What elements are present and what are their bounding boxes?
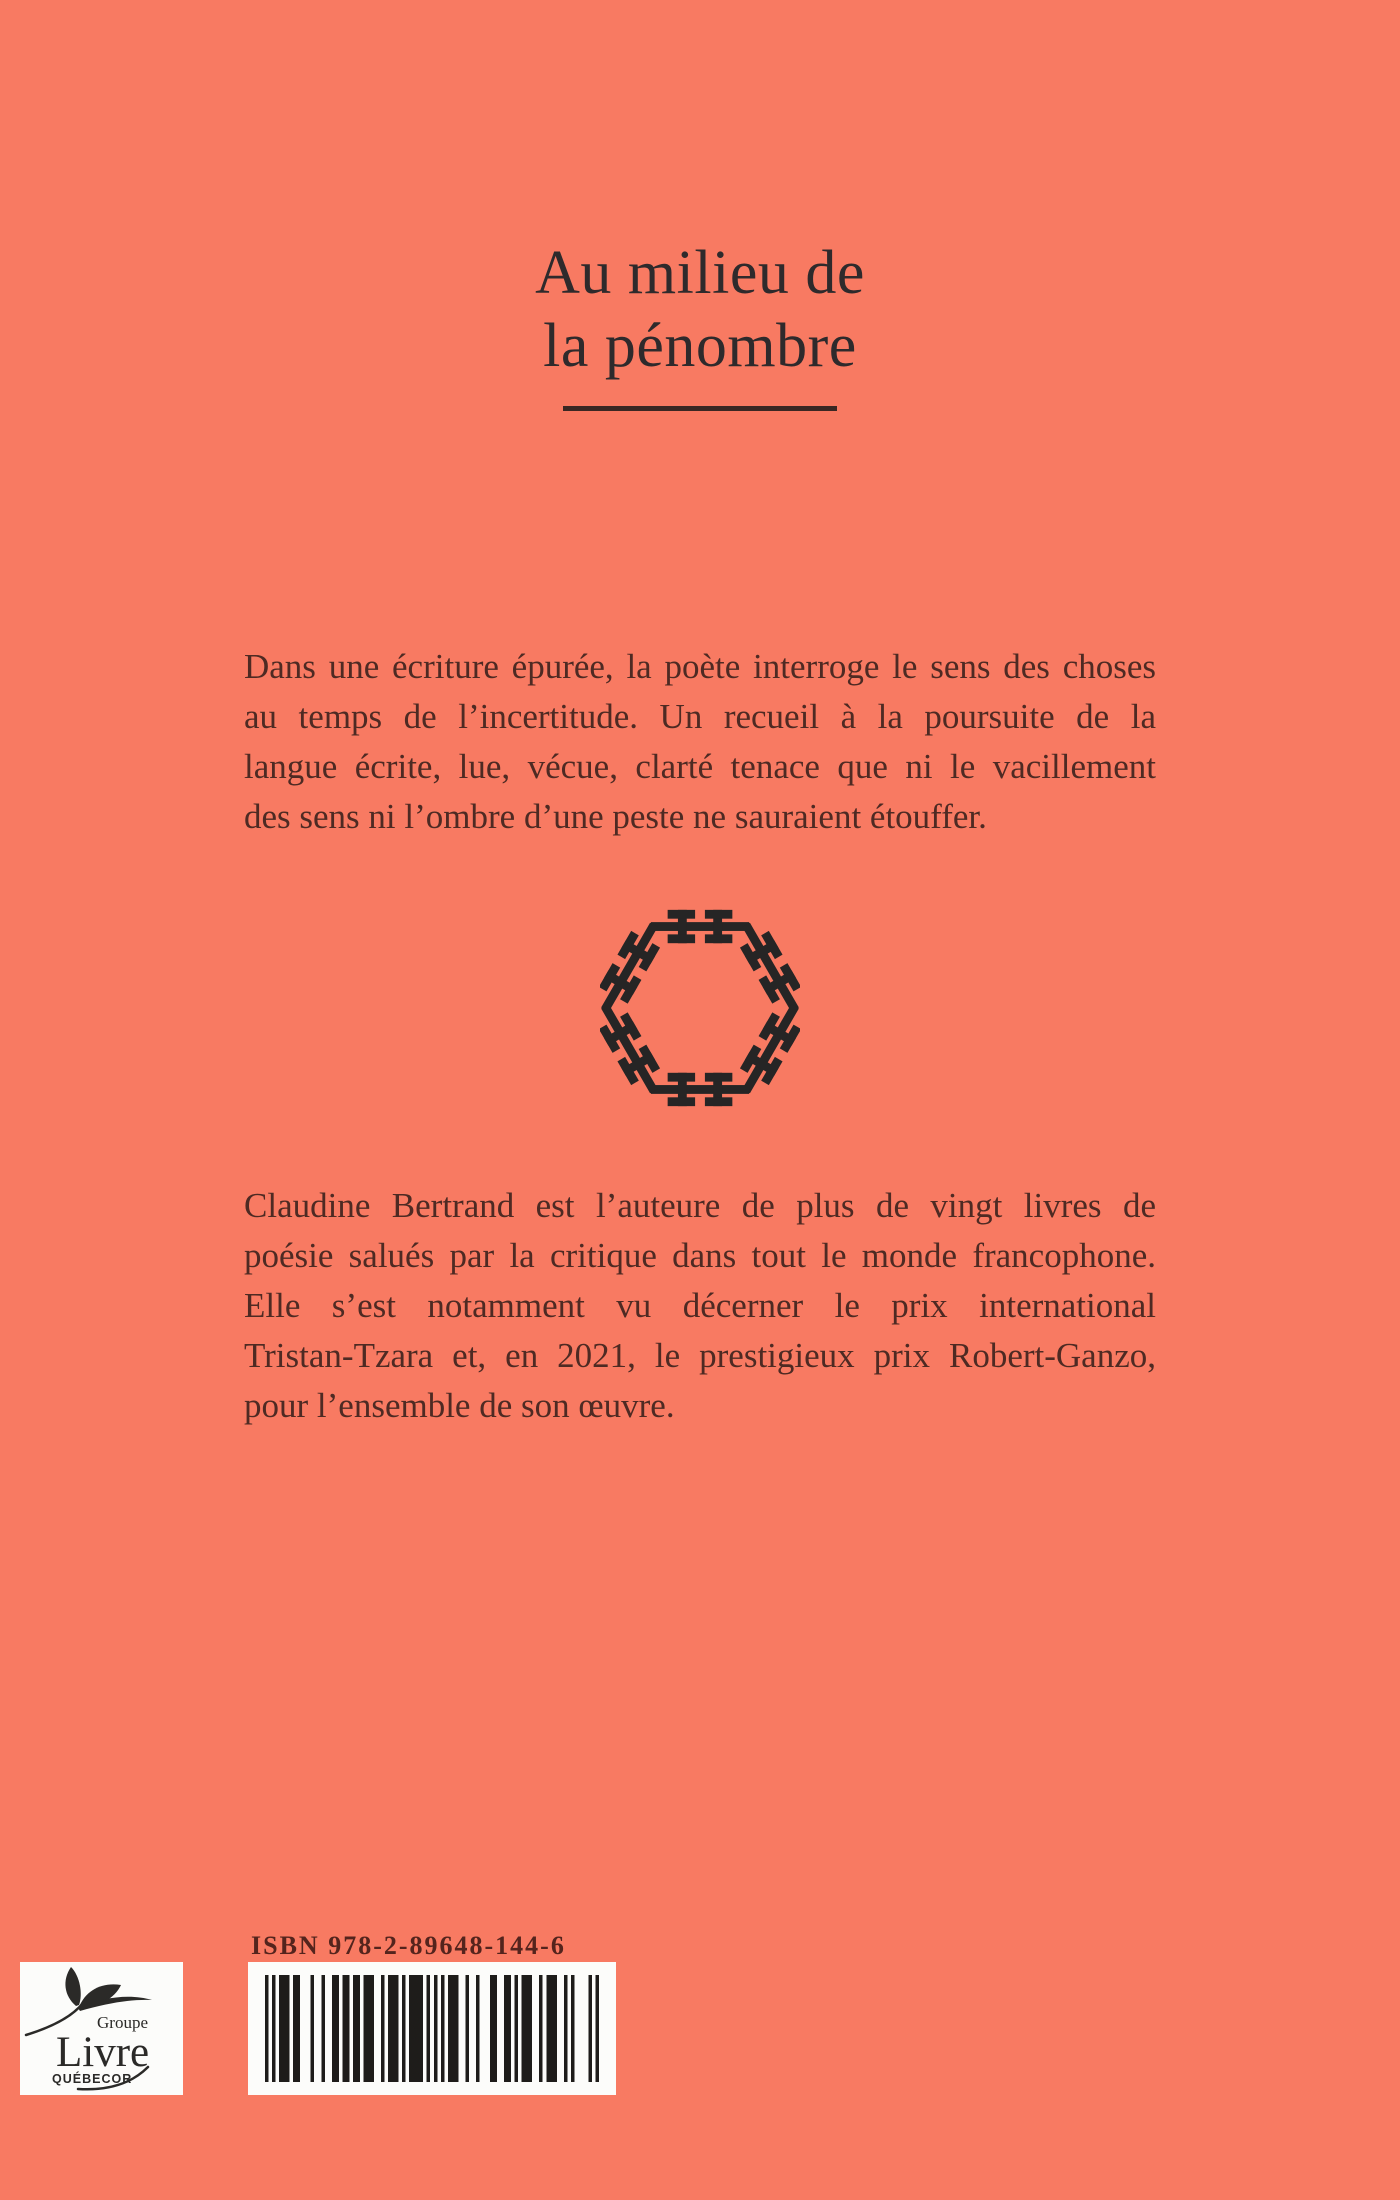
title-divider-rule (563, 406, 837, 411)
bio-line: pour l’ensemble de son œuvre. (244, 1386, 675, 1425)
bio-line: poésie salués par la critique dans tout le monde francophone. (244, 1236, 1156, 1275)
hexagone-publisher-emblem-icon (600, 906, 800, 1110)
logo-groupe-text: Groupe (97, 2013, 148, 2032)
synopsis-line: au temps de l’incertitude. Un recueil à la poursuite de la (244, 697, 1156, 736)
synopsis-line: des sens ni l’ombre d’une peste ne sauraient étouffer. (244, 797, 987, 836)
barcode (248, 1962, 616, 2095)
book-title-line-1: Au milieu de (535, 239, 865, 307)
publisher-logo (20, 1962, 183, 2095)
isbn-label: ISBN 978-2-89648-144-6 (251, 1931, 566, 1960)
synopsis-paragraph (244, 642, 1156, 842)
barcode-bars (265, 1975, 599, 2082)
synopsis-line: Dans une écriture épurée, la poète interroge le sens des choses (244, 647, 1156, 686)
bio-line: Claudine Bertrand est l’auteure de plus de vingt livres de (244, 1186, 1156, 1225)
book-title (0, 237, 1400, 383)
book-title-line-2: la pénombre (543, 312, 857, 380)
bio-line: Tristan-Tzara et, en 2021, le prestigieux prix Robert-Ganzo, (244, 1336, 1156, 1375)
bio-line: Elle s’est notamment vu décerner le prix international (244, 1286, 1156, 1325)
synopsis-line: langue écrite, lue, vécue, clarté tenace que ni le vacillement (244, 747, 1156, 786)
logo-livre-text: Livre (56, 2029, 150, 2076)
logo-quebecor-text: QUÉBECOR (52, 2072, 133, 2086)
author-bio-paragraph (244, 1181, 1156, 1431)
